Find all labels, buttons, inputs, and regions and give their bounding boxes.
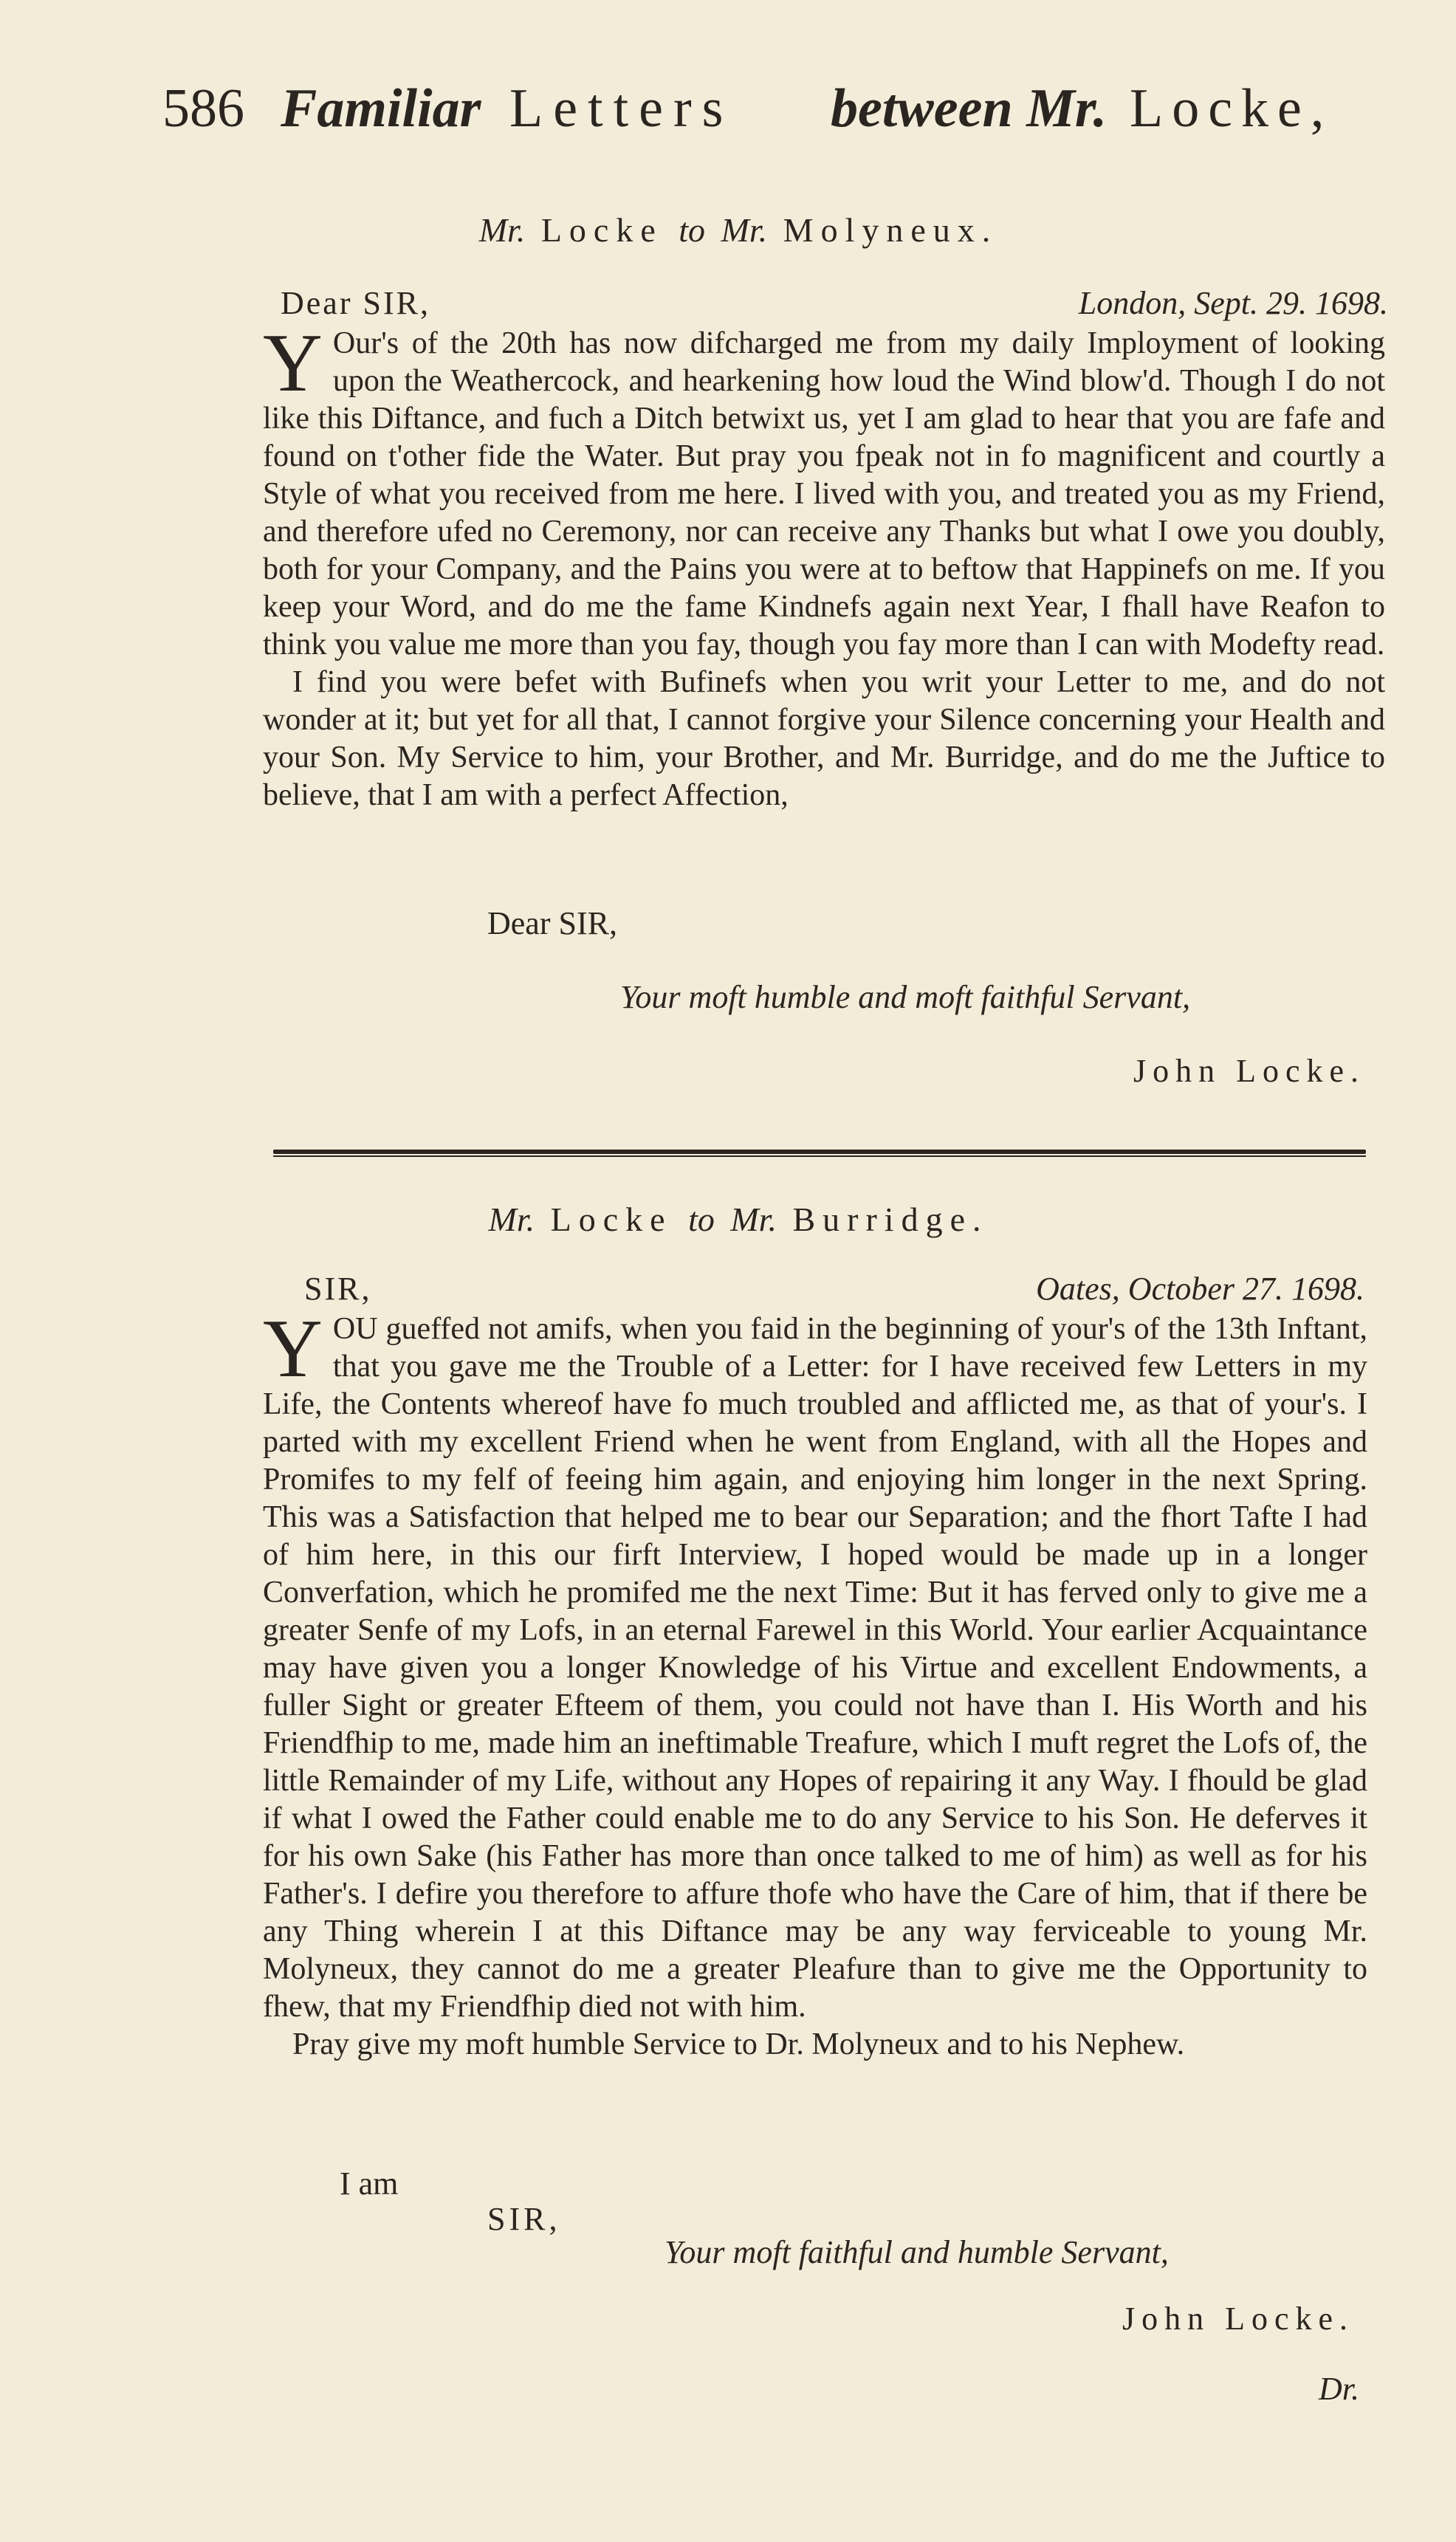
salutation: Dear SIR, — [281, 285, 430, 321]
signature: John Locke. — [1122, 2301, 1355, 2337]
closing: Your moft faithful and humble Servant, — [665, 2234, 1169, 2270]
running-head-familiar: Familiar — [281, 78, 481, 139]
drop-cap: Y — [263, 317, 323, 409]
paragraph — [263, 317, 1385, 664]
running-head — [162, 70, 1388, 144]
page-number: 586 — [162, 78, 244, 139]
letter-heading — [258, 210, 1218, 250]
paragraph — [263, 2026, 1367, 2064]
heading-to: to — [679, 211, 706, 249]
dateline: London, Sept. 29. 1698. — [1078, 285, 1388, 321]
salutation: SIR, — [304, 1271, 372, 1307]
closing: Your moft humble and moft faithful Servant, — [620, 979, 1191, 1015]
paragraph-text: Pray give my moft humble Service to Dr. Molyneux and to his Nephew. — [292, 2027, 1185, 2061]
paragraph — [263, 1303, 1367, 2026]
closing-salutation: SIR, — [487, 2201, 561, 2237]
signature: John Locke. — [1133, 1053, 1366, 1089]
heading-sender: Locke — [540, 211, 663, 249]
running-head-locke: Locke, — [1130, 78, 1333, 139]
paragraph-text: I find you were befet with Bufinefs when you writ your Letter to me, and do not wonder at it; but yet for all that, I cannot forgive your Silence concerning your Health and your Son. My Service to him, your Brother, and Mr. Burridge, and do me the Juftice to believe, that I am with a perfect Affection, — [263, 665, 1385, 812]
dateline: Oates, October 27. 1698. — [1036, 1271, 1364, 1307]
heading-sender: Locke — [550, 1200, 673, 1238]
salutation-row — [281, 284, 1388, 329]
i-am: I am — [340, 2165, 399, 2202]
paragraph-text: Our's of the 20th has now difcharged me from my daily Imployment of looking upon the Weathercock, and hearkening how loud the Wind blow'd. Though I do not like this Diftance, and fuch a Ditch betwixt us, yet I am glad to hear that you are fafe and found on t'other fide the Water. But pray you fpeak not in fo magnificent and courtly a Style of what you received from me here. I lived with you, and treated you as my Friend, and therefore ufed no Ceremony, nor can receive any Thanks but what I owe you doubly, both for your Company, and the Pains you were at to beftow that Happinefs on me. If you keep your Word, and do me the fame Kindnefs again next Year, I fhall have Reafon to think you value me more than you fay, though you fay more than I can with Modefty read. — [263, 326, 1385, 662]
closing-salutation: Dear SIR, — [487, 905, 617, 941]
heading-to: to — [688, 1200, 715, 1238]
paragraph-text: OU gueffed not amifs, when you faid in the beginning of your's of the 13th Inftant, that you gave me the Trouble of a Letter: for I have received few Letters in my Life, the Contents whereof have fo much troubled and afflicted me, as that of your's. I parted with my excellent Friend when he went from England, with all the Hopes and Promifes to my felf of feeing him again, and enjoying him longer in the next Spring. This was a Satisfaction that helped me to bear our Separation; and the fhort Tafte I had of him here, in this our firft Interview, I hoped would be made up in a longer Converfation, which he promifed me the next Time: But it has ferved only to give me a greater Senfe of my Lofs, in an eternal Farewel in this World. Your earlier Acquaintance may have given you a longer Knowledge of his Virtue and excellent Endowments, a fuller Sight or greater Efteem of them, you could not have than I. His Worth and his Friendfhip to me, made him an ineftimable Treafure, which I muft regret the Lofs of, the little Remainder of my Life, without any Hopes of repairing it any Way. I fhould be glad if what I owed the Father could enable me to do any Service to his Son. He deferves it for his own Sake (his Father has more than once talked to me of him) as well as for his Father's. I defire you therefore to affure thofe who have the Care of him, that if there be any Thing wherein I at this Diftance may be any way ferviceable to young Mr. Molyneux, they cannot do me a greater Pleafure than to give me the Opportunity to fhew, that my Friendfhip died not with him. — [263, 1312, 1367, 2024]
heading-recipient: Molyneux. — [783, 211, 998, 249]
drop-cap: Y — [263, 1303, 323, 1395]
section-divider — [273, 1150, 1366, 1154]
catchword: Dr. — [1319, 2371, 1360, 2407]
salutation-row — [304, 1270, 1364, 1314]
heading-recipient: Burridge. — [792, 1200, 989, 1238]
heading-title: Mr. — [478, 211, 526, 249]
running-head-letters: Letters — [509, 78, 734, 139]
paragraph — [263, 664, 1385, 814]
heading-title: Mr. — [488, 1200, 535, 1238]
letter-heading — [258, 1200, 1218, 1239]
heading-title: Mr. — [721, 211, 768, 249]
letter-body — [263, 1303, 1367, 2064]
heading-title: Mr. — [730, 1200, 777, 1238]
letter-body — [263, 317, 1385, 814]
running-head-between: between Mr. — [831, 78, 1108, 139]
